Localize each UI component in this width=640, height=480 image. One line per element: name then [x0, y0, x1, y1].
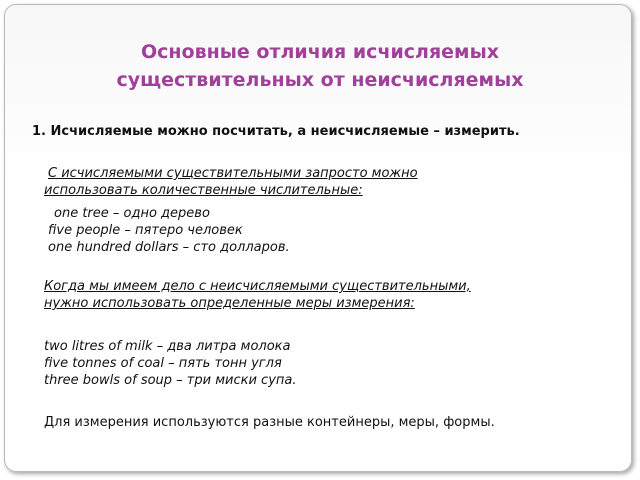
countable-intro-line-2: использовать количественные числительные: — [44, 183, 363, 198]
title-line-2: существительных от неисчисляемых — [116, 69, 524, 91]
title-line-1: Основные отличия исчисляемых — [140, 41, 500, 63]
uncountable-examples — [44, 338, 544, 389]
uncountable-intro-line-1: Когда мы имеем дело с неисчисляемыми существительными, — [44, 279, 471, 294]
countable-intro-line-1: С исчисляемыми существительными запросто можно — [48, 166, 418, 181]
closing-text: Для измерения используются разные контейнеры, меры, формы. — [44, 415, 495, 430]
uncountable-intro-line-2: нужно использовать определенные меры измерения: — [44, 296, 415, 311]
countable-example: five people – пятеро человек — [48, 223, 243, 238]
countable-intro — [44, 165, 604, 199]
countable-examples — [48, 205, 548, 256]
countable-example: one hundred dollars – сто долларов. — [48, 240, 290, 255]
slide-title — [60, 38, 580, 94]
uncountable-example: two litres of milk – два литра молока — [44, 339, 291, 354]
uncountable-example: three bowls of soup – три миски супа. — [44, 373, 297, 388]
uncountable-example: five tonnes of coal – пять тонн угля — [44, 356, 282, 371]
countable-example: one tree – одно дерево — [54, 206, 210, 221]
uncountable-intro — [44, 278, 604, 312]
point-1-heading: 1. Исчисляемые можно посчитать, а неисчисляемые – измерить. — [32, 124, 520, 139]
